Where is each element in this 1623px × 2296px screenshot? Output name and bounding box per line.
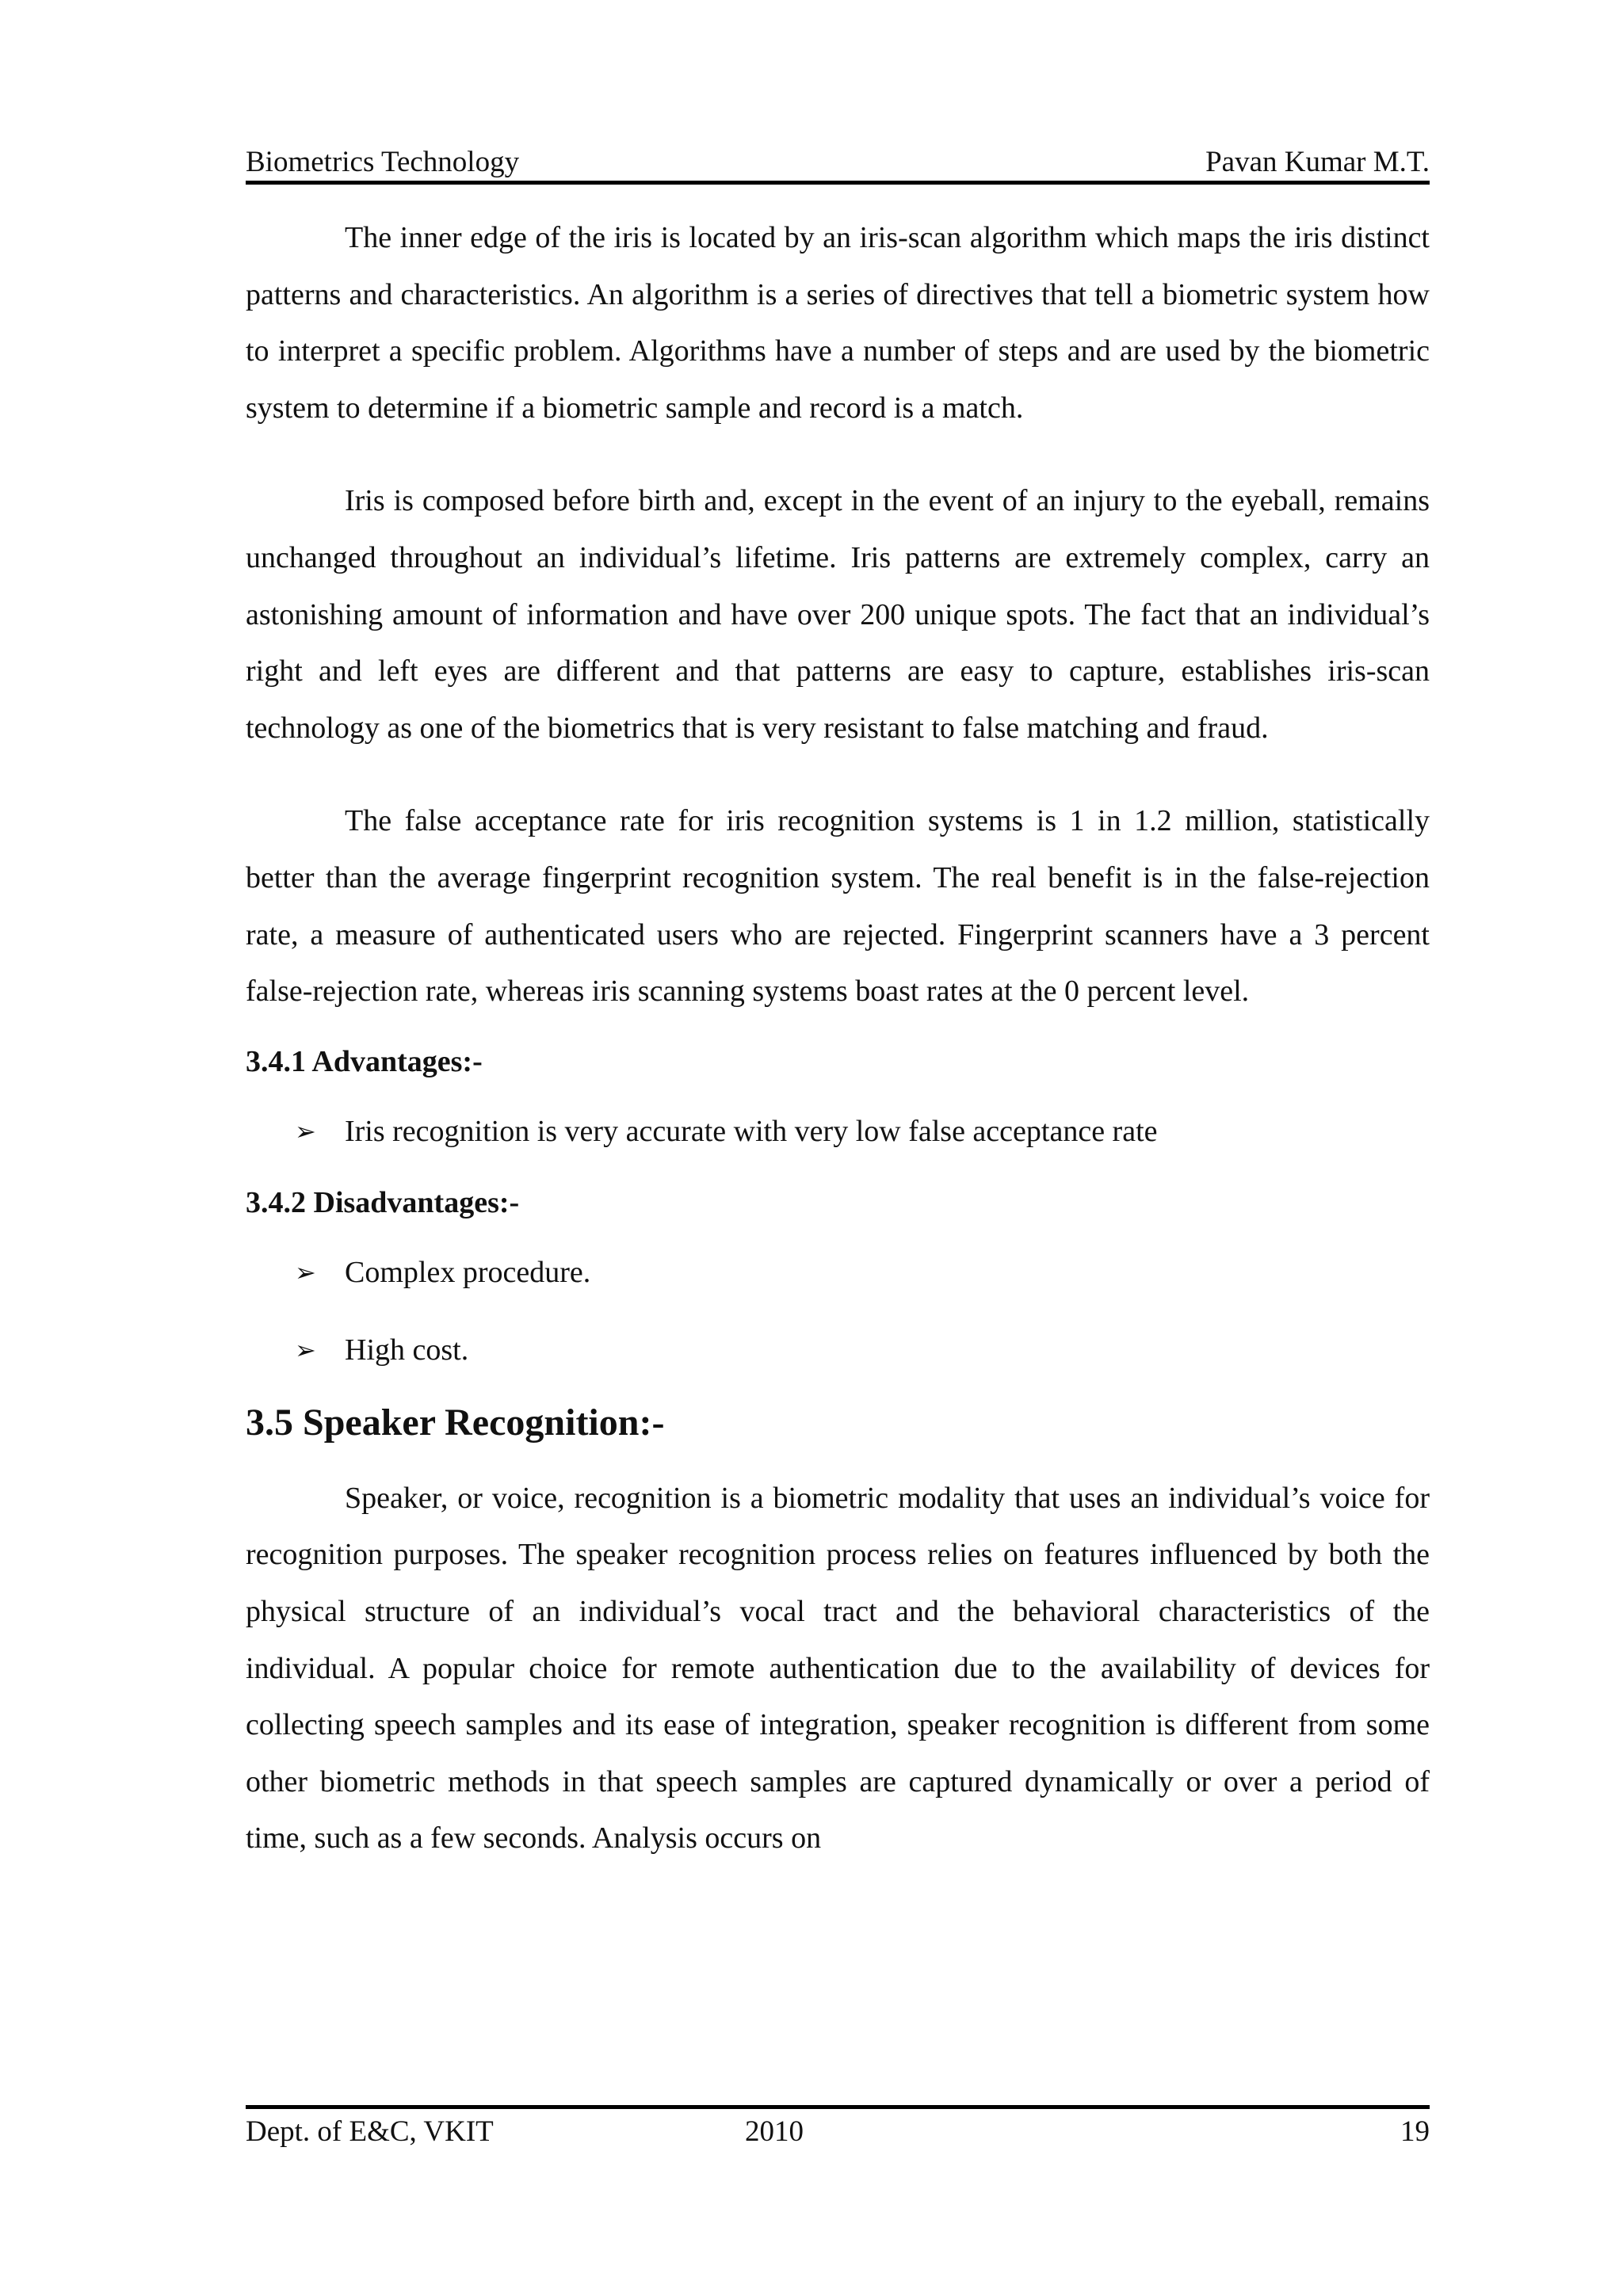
- advantages-list: [246, 1101, 1430, 1161]
- paragraph-iris-algorithm: The inner edge of the iris is located by an iris-scan algorithm which maps the iris distinct patterns and characteristics. An algorithm is a series of directives that tell a biometric system how to interpret a specific problem. Algorithms have a number of steps and are used by the biometric system to determine if a biometric sample and record is a match.: [246, 221, 1430, 425]
- page-number: 19: [1400, 2115, 1430, 2148]
- disadvantages-heading: 3.4.2 Disadvantages:-: [246, 1185, 520, 1219]
- footer-department: Dept. of E&C, VKIT: [246, 2115, 494, 2148]
- arrow-bullet-icon: ➢: [295, 1116, 316, 1146]
- section-heading-speaker-recognition: 3.5 Speaker Recognition:-: [246, 1401, 665, 1444]
- list-item-text: High cost.: [345, 1333, 469, 1367]
- header-rule: [246, 181, 1430, 185]
- arrow-bullet-icon: ➢: [295, 1334, 316, 1365]
- arrow-bullet-icon: ➢: [295, 1257, 316, 1287]
- advantages-heading: 3.4.1 Advantages:-: [246, 1044, 483, 1078]
- paragraph-false-acceptance: The false acceptance rate for iris recognition systems is 1 in 1.2 million, statistically better than the average fingerprint recognition system. The real benefit is in the false-rejection rate, a measure of authenticated users who are rejected. Fingerprint scanners have a 3 percent false-rejection rate, whereas iris scanning systems boast rates at the 0 percent level.: [246, 804, 1430, 1009]
- page-header: [246, 145, 1430, 180]
- list-item: [246, 1101, 1430, 1161]
- header-title: Biometrics Technology: [246, 146, 520, 178]
- list-item: [246, 1320, 1430, 1380]
- paragraph-iris-composition: Iris is composed before birth and, except in the event of an injury to the eyeball, remains unchanged throughout an individual’s lifetime. Iris patterns are extremely complex, carry an astonishing amount of information and have over 200 unique spots. The fact that an individual’s right and left eyes are different and that patterns are easy to capture, establishes iris-scan technology as one of the biometrics that is very resistant to false matching and fraud.: [246, 484, 1430, 745]
- page-body: [246, 210, 1430, 1867]
- disadvantages-list: [246, 1242, 1430, 1380]
- header-author: Pavan Kumar M.T.: [1205, 146, 1430, 178]
- list-item-text: Iris recognition is very accurate with very low false acceptance rate: [345, 1114, 1158, 1148]
- page-footer: [246, 2112, 1430, 2152]
- paragraph-speaker-recognition: Speaker, or voice, recognition is a biometric modality that uses an individual’s voice for recognition purposes. The speaker recognition process relies on features influenced by both the physical structure of an individual’s vocal tract and the behavioral characteristics of the individual. A popular choice for remote authentication due to the availability of devices for collecting speech samples and its ease of integration, speaker recognition is different from some other biometric methods in that speech samples are captured dynamically or over a period of time, such as a few seconds. Analysis occurs on: [246, 1481, 1430, 1855]
- list-item-text: Complex procedure.: [345, 1255, 591, 1289]
- footer-year: 2010: [745, 2115, 804, 2148]
- list-item: [246, 1242, 1430, 1302]
- footer-rule: [246, 2105, 1430, 2109]
